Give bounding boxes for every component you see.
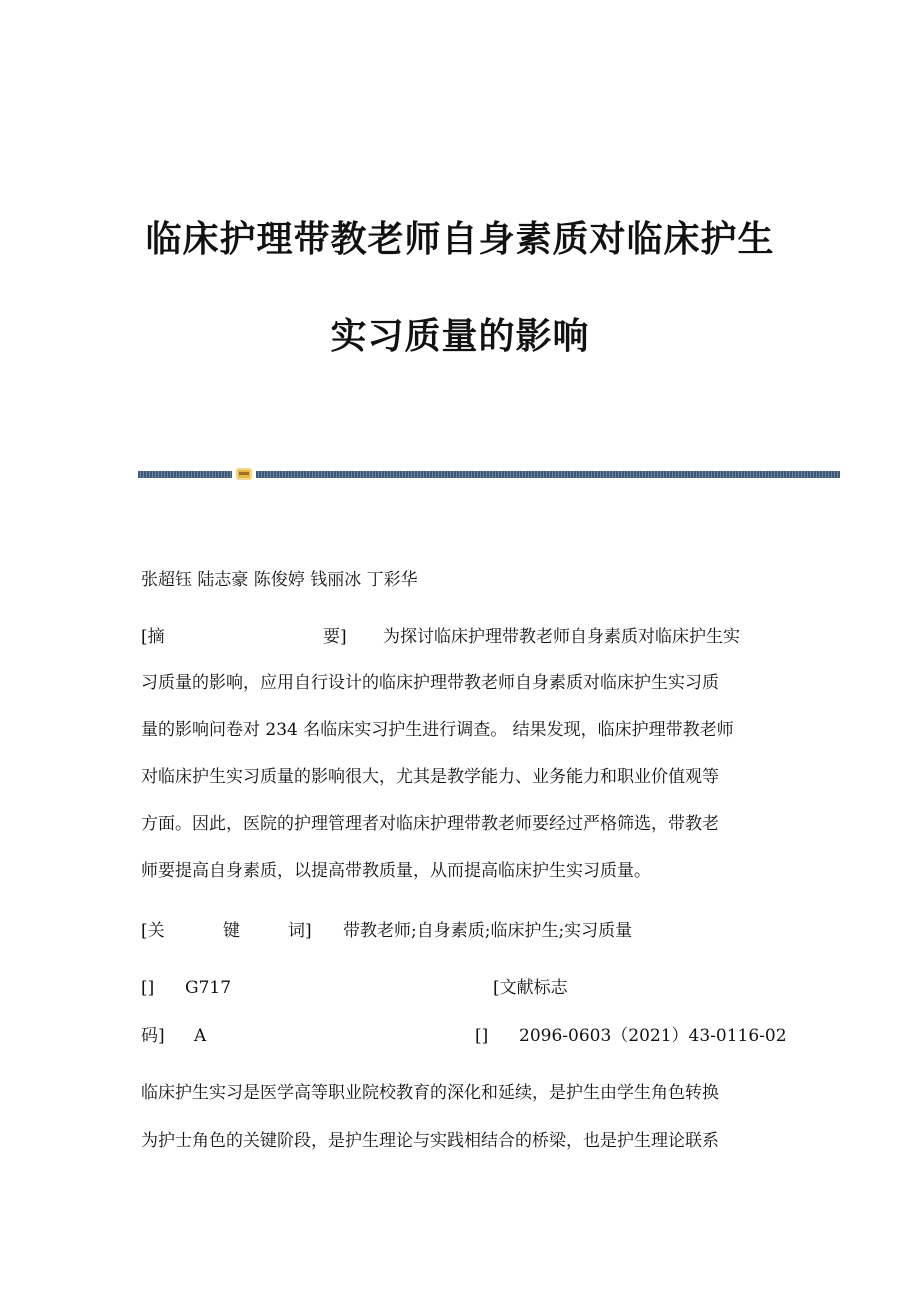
document-id-label: 码]	[141, 1026, 165, 1046]
abstract-label-close: 要]	[323, 627, 347, 647]
divider-ornament-icon	[236, 468, 252, 480]
divider-bar-right	[256, 471, 840, 478]
title-divider	[138, 468, 840, 478]
keywords-label-part: [关	[141, 921, 165, 941]
document-id-label: [文献标志	[493, 978, 568, 998]
abstract-text-line: 为探讨临床护理带教老师自身素质对临床护生实	[383, 627, 740, 647]
article-number-bracket: []	[475, 1026, 489, 1046]
abstract-text-line: 量的影响问卷对 234 名临床实习护生进行调查。 结果发现，临床护理带教老师	[141, 720, 734, 740]
abstract-text-line: 对临床护生实习质量的影响很大，尤其是教学能力、业务能力和职业价值观等	[141, 767, 719, 787]
document-id-value: A	[194, 1026, 207, 1046]
keywords-label-part: 词]	[288, 921, 312, 941]
classification-code: G717	[185, 978, 232, 998]
article-title-line-2: 实习质量的影响	[330, 316, 590, 357]
classification-bracket: []	[141, 978, 155, 998]
abstract-text-line: 方面。因此，医院的护理管理者对临床护理带教老师要经过严格筛选，带教老	[141, 814, 719, 834]
authors-line: 张超钰 陆志豪 陈俊婷 钱丽冰 丁彩华	[141, 570, 418, 590]
abstract-label-open: [摘	[141, 627, 165, 647]
abstract-text-line: 习质量的影响，应用自行设计的临床护理带教老师自身素质对临床护生实习质	[141, 673, 719, 693]
body-text-line: 临床护生实习是医学高等职业院校教育的深化和延续，是护生由学生角色转换	[141, 1083, 719, 1103]
keywords-value: 带教老师;自身素质;临床护生;实习质量	[343, 921, 633, 941]
article-title-line-1: 临床护理带教老师自身素质对临床护生	[145, 219, 775, 260]
body-text-line: 为护士角色的关键阶段，是护生理论与实践相结合的桥梁，也是护生理论联系	[141, 1131, 719, 1151]
divider-bar-left	[138, 471, 232, 478]
abstract-text-line: 师要提高自身素质，以提高带教质量，从而提高临床护生实习质量。	[141, 861, 651, 881]
article-number: 2096-0603（2021）43-0116-02	[519, 1026, 787, 1046]
keywords-label-part: 键	[223, 921, 240, 941]
